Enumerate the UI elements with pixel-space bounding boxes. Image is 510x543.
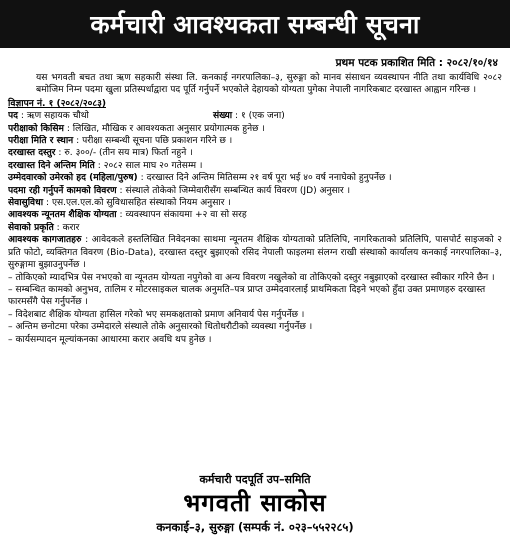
row-pariksha-kisim: परीक्षाको किसिम : लिखित, मौखिक र आवश्यकता अनुसार प्रयोगात्मक हुनेछ ।	[8, 123, 265, 134]
row-kaam-vivaran: पदमा रही गर्नुपर्ने कामको विवरण : संस्थाले तोकेको जिम्मेवारीसँग सम्बन्धित कार्य विवरण (JD) अनुसार ।	[8, 185, 351, 196]
row-sevasuvidha: सेवासुविधा : एस.एल.एल.को सुविधासहित संस्थाको नियम अनुसार ।	[8, 198, 231, 209]
row-dastur: दरखास्त दस्तुर : रु. ३००/- (तीन सय मात्र) फिर्ता नहुने ।	[8, 148, 193, 159]
row-prakriti: सेवाको प्रकृति : करार	[8, 222, 80, 233]
row-umer: उम्मेदवारको उमेरको हद (महिला/पुरुष) : दरखास्त दिने अन्तिम मितिसम्म २१ वर्ष पूरा भई ४० वर्ष ननाघेको हुनुपर्नेछ ।	[8, 173, 392, 184]
row-yogyata: आवश्यक न्यूनतम शैक्षिक योग्यता : व्यवस्थापन संकायमा +२ वा सो सरह	[8, 210, 247, 221]
vigyapan-number: विज्ञापन नं. १ (२०८२/२०८३)	[8, 98, 106, 109]
bullet-item: – कार्यसम्पादन मूल्यांकनका आधारमा करार अवधि थप हुनेछ ।	[8, 334, 212, 345]
row-kagajat: आवश्यक कागजातहरु : आवेदकले हस्तलिखित निवेदनका साथमा न्यूनतम शैक्षिक योग्यताको प्रतिलिपि, नागरिकताको प्रतिलिपि, पासपोर्ट साइजको २ प्रति फोटो, व्यक्तिगत विवरण (Bio-Data), दरखास्त दस्तुर बुझाएको रसिद नेपाली फाइलमा संलग्न राखी संस्थाको कार्यालय कनकाई नगरपालिका–३, सुरुङ्गामा बुझाउनुपर्नेछ ।	[8, 235, 502, 271]
bullet-item: – तोकिएको म्यादभित्र पेस नभएको वा न्यूनतम योग्यता नपुगेको वा अन्य विवरण नखुलेको वा तोकिएको दस्तुर नबुझाएको दरखास्त स्वीकार गरिने छैन ।	[8, 272, 495, 283]
notice-title: कर्मचारी आवश्यकता सम्बन्धी सूचना	[90, 10, 420, 39]
footer-committee: कर्मचारी पदपूर्ति उप–समिति	[199, 473, 311, 486]
bullet-item: – सम्बन्धित कामको अनुभव, तालिम र मोटरसाइकल चालक अनुमति–पत्र प्राप्त उम्मेदवारलाई प्राथमिकता दिइने भएको हुँदा उक्त प्रमाणहरु दरखास्त फारमसँगै पेस गर्नुपर्नेछ ।	[8, 284, 486, 308]
bullet-item: – विदेशबाट शैक्षिक योग्यता हासिल गरेको भए समकक्षताको प्रमाण अनिवार्य पेस गर्नुपर्नेछ ।	[8, 309, 305, 320]
row-antim-miti: दरखास्त दिने अन्तिम मिति : २०८२ साल माघ २० गतेसम्म ।	[8, 160, 203, 171]
intro-paragraph: यस भगवती बचत तथा ऋण सहकारी संस्था लि. कनकाई नगरपालिका–३, सुरुङ्गा को मानव संसाधन व्यवस्थापन नीति तथा कार्यविधि २०८२ बमोजिम निम्न पदमा खुला प्रतिस्पर्धाद्वारा पद पूर्ति गर्नुपर्ने भएकोले देहायको योग्यता पुगेका नेपाली नागरिकबाट दरखास्त आह्वान गरिन्छ ।	[36, 73, 502, 96]
footer-address: कनकाई–३, सुरुङ्गा (सम्पर्क नं. ०२३–५५२२८५)	[156, 520, 354, 534]
bullet-item: – अन्तिम छनोटमा परेका उम्मेदारले संस्थाले तोके अनुसारको धितोधरौटीको व्यवस्था गर्नुपर्नेछ ।	[8, 322, 313, 333]
publish-date: प्रथम पटक प्रकाशित मिति : २०८२/१०/१४	[335, 57, 498, 69]
row-pad: पद : ऋण सहायक चौथो संख्या : १ (एक जना)	[8, 111, 285, 122]
header-banner	[0, 0, 510, 48]
footer-org-name: भगवती साकोस	[183, 489, 327, 517]
notice-body	[8, 72, 502, 346]
row-pariksha-miti: परीक्षा मिति र स्थान : परीक्षा सम्बन्धी सूचना पछि प्रकाशन गरिने छ ।	[8, 136, 233, 147]
